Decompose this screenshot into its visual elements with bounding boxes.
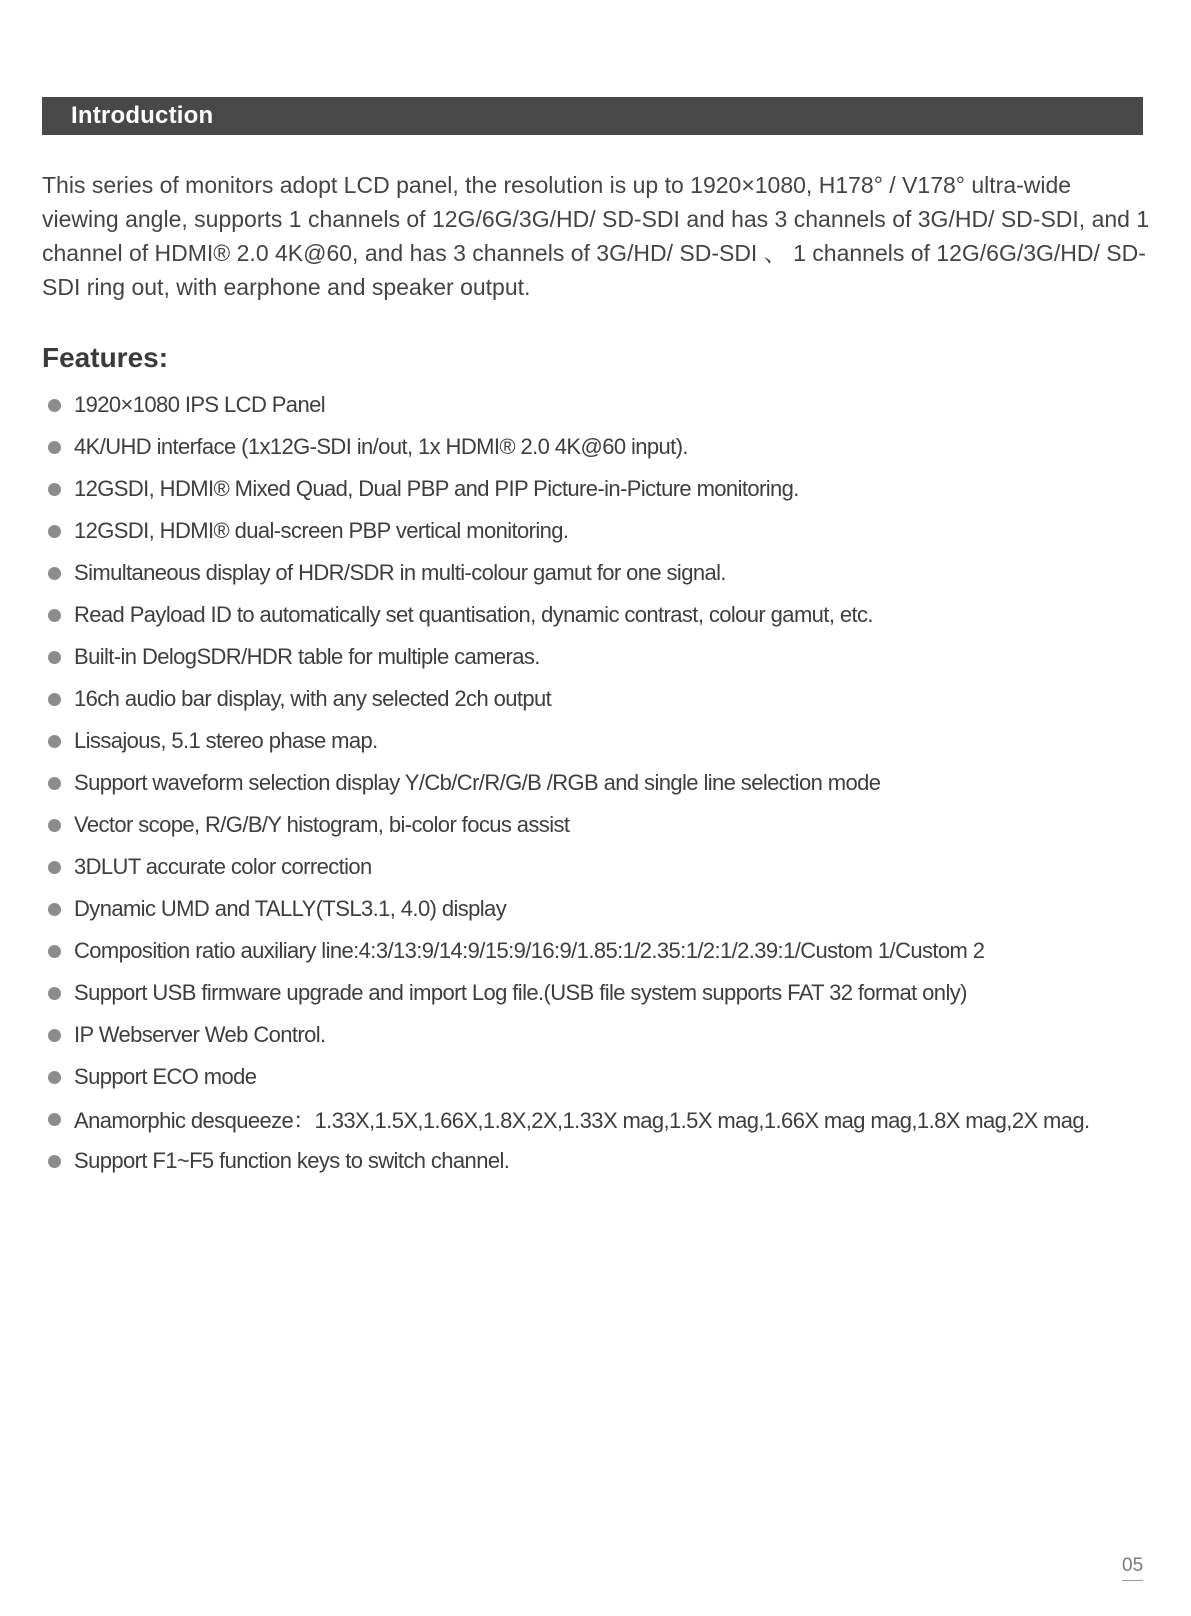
list-item <box>42 594 1182 636</box>
feature-text: Read Payload ID to automatically set quantisation, dynamic contrast, colour gamut, etc. <box>74 602 873 627</box>
bullet-icon <box>48 987 61 1000</box>
list-item <box>42 426 1182 468</box>
page-number: 05 <box>1122 1555 1143 1581</box>
bullet-icon <box>48 1113 61 1126</box>
feature-text: Anamorphic desqueeze：1.33X,1.5X,1.66X,1.8X,2X,1.33X mag,1.5X mag,1.66X mag mag,1.8X mag,2X mag. <box>74 1107 1090 1133</box>
feature-text: IP Webserver Web Control. <box>74 1022 326 1047</box>
intro-paragraph: This series of monitors adopt LCD panel, the resolution is up to 1920×1080, H178° / V178° ultra-wide viewing angle, supports 1 channels of 12G/6G/3G/HD/ SD-SDI and has 3 channels of 3G/HD/ SD-SDI, and 1 channel of HDMI® 2.0 4K@60, and has 3 channels of 3G/HD/ SD-SDI 、 1 channels of 12G/6G/3G/HD/ SD-SDI ring out, with earphone and speaker output. <box>42 172 1150 300</box>
feature-text: 16ch audio bar display, with any selected 2ch output <box>74 686 552 711</box>
feature-text: Simultaneous display of HDR/SDR in multi-colour gamut for one signal. <box>74 560 726 585</box>
list-item <box>42 930 1182 972</box>
bullet-icon <box>48 483 61 496</box>
list-item <box>42 510 1182 552</box>
feature-text: Support USB firmware upgrade and import Log file.(USB file system supports FAT 32 format only) <box>74 980 967 1005</box>
list-item <box>42 468 1182 510</box>
bullet-icon <box>48 861 61 874</box>
list-item <box>42 1014 1182 1056</box>
feature-text: Built-in DelogSDR/HDR table for multiple cameras. <box>74 644 540 669</box>
list-item <box>42 804 1182 846</box>
list-item <box>42 552 1182 594</box>
list-item <box>42 636 1182 678</box>
bullet-icon <box>48 819 61 832</box>
bullet-icon <box>48 1155 61 1168</box>
list-item <box>42 384 1182 426</box>
bullet-icon <box>48 441 61 454</box>
section-header-bar <box>42 97 1143 135</box>
list-item <box>42 762 1182 804</box>
feature-text: Composition ratio auxiliary line:4:3/13:9/14:9/15:9/16:9/1.85:1/2.35:1/2:1/2.39:1/Custom 1/Custom 2 <box>74 938 985 963</box>
feature-text: Dynamic UMD and TALLY(TSL3.1, 4.0) display <box>74 896 507 921</box>
list-item <box>42 972 1182 1014</box>
list-item <box>42 888 1182 930</box>
list-item <box>42 720 1182 762</box>
features-list <box>42 384 1182 1182</box>
list-item <box>42 1098 1182 1140</box>
feature-text: 12GSDI, HDMI® Mixed Quad, Dual PBP and PIP Picture-in-Picture monitoring. <box>74 476 799 501</box>
bullet-icon <box>48 735 61 748</box>
section-title: Introduction <box>71 102 214 129</box>
bullet-icon <box>48 567 61 580</box>
feature-text: Vector scope, R/G/B/Y histogram, bi-color focus assist <box>74 812 570 837</box>
bullet-icon <box>48 903 61 916</box>
feature-text: 3DLUT accurate color correction <box>74 854 372 879</box>
feature-text: Support F1~F5 function keys to switch channel. <box>74 1148 510 1173</box>
bullet-icon <box>48 609 61 622</box>
list-item <box>42 1140 1182 1182</box>
feature-text: Support waveform selection display Y/Cb/Cr/R/G/B /RGB and single line selection mode <box>74 770 881 795</box>
feature-text: 1920×1080 IPS LCD Panel <box>74 392 326 417</box>
features-heading: Features: <box>42 342 169 373</box>
bullet-icon <box>48 651 61 664</box>
bullet-icon <box>48 1071 61 1084</box>
feature-text: 4K/UHD interface (1x12G-SDI in/out, 1x HDMI® 2.0 4K@60 input). <box>74 434 688 459</box>
feature-text: 12GSDI, HDMI® dual-screen PBP vertical monitoring. <box>74 518 569 543</box>
bullet-icon <box>48 525 61 538</box>
bullet-icon <box>48 945 61 958</box>
bullet-icon <box>48 399 61 412</box>
bullet-icon <box>48 777 61 790</box>
list-item <box>42 1056 1182 1098</box>
list-item <box>42 846 1182 888</box>
feature-text: Lissajous, 5.1 stereo phase map. <box>74 728 378 753</box>
bullet-icon <box>48 693 61 706</box>
feature-text: Support ECO mode <box>74 1064 257 1089</box>
list-item <box>42 678 1182 720</box>
bullet-icon <box>48 1029 61 1042</box>
